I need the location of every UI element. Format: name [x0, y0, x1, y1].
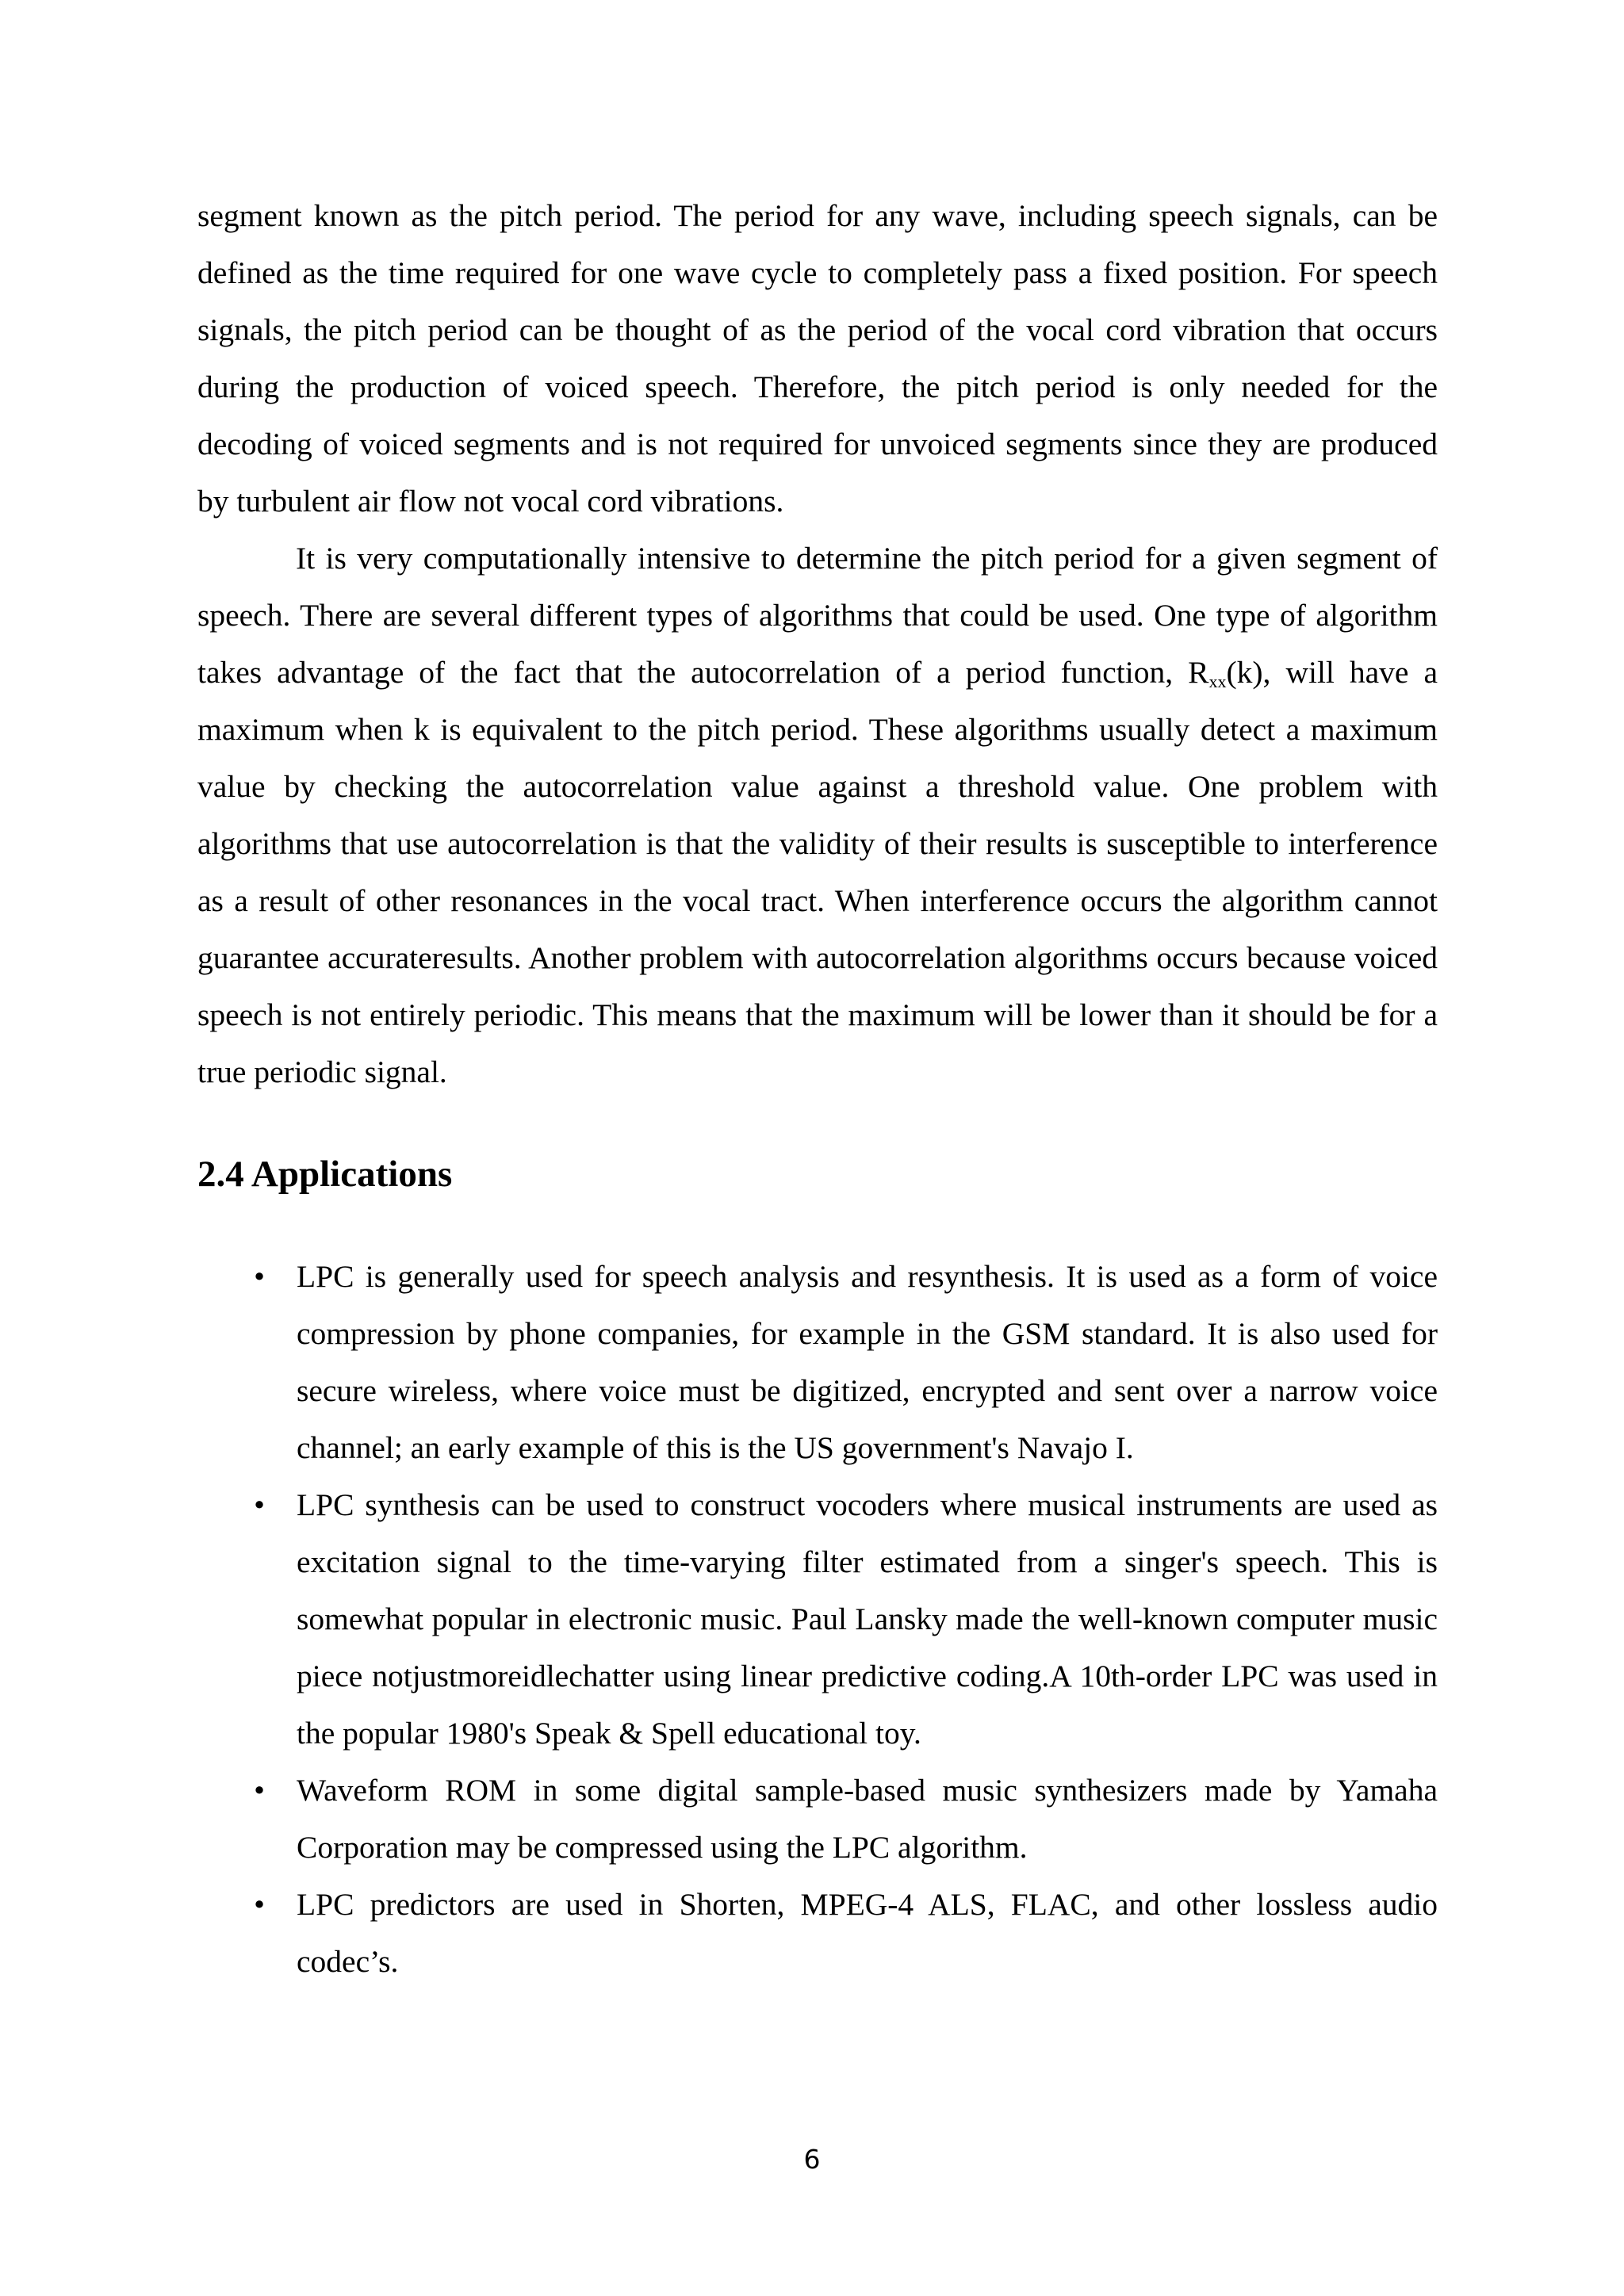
section-heading-applications: 2.4 Applications — [197, 1154, 453, 1195]
paragraph-pitch-period: segment known as the pitch period. The period for any wave, including speech signals, can be defined as the time required for one wave cycle to completely pass a fixed position. For speech signals, the pitch period can be thought of as the period of the vocal cord vibration that occurs during the production of voiced speech. Therefore, the pitch period is only needed for the decoding of voiced segments and is not required for unvoiced segments since they are produced by turbulent air flow not vocal cord vibrations. — [197, 198, 1438, 519]
list-item — [197, 1248, 1438, 1476]
list-item-text: LPC synthesis can be used to construct vocoders where musical instruments are used as excitation signal to the time-varying filter estimated from a singer's speech. This is somewhat popular in electronic music. Paul Lansky made the well-known computer music piece notjustmoreidlechatter using linear predictive coding.A 10th-order LPC was used in the popular 1980's Speak & Spell educational toy. — [297, 1487, 1438, 1751]
bullet-icon: • — [254, 1487, 265, 1522]
bullet-icon: • — [254, 1259, 265, 1294]
paragraph-autocorrelation-text-2: (k), will have a maximum when k is equivalent to the pitch period. These algorithms usually detect a maximum value by checking the autocorrelation value against a threshold value. One problem with algorithms that use autocorrelation is that the validity of their results is susceptible to interference as a result of other resonances in the vocal tract. When interference occurs the algorithm cannot guarantee accurateresults. Another problem with autocorrelation algorithms occurs because voiced speech is not entirely periodic. This means that the maximum will be lower than it should be for a true periodic signal. — [197, 655, 1438, 1089]
list-item-text: LPC is generally used for speech analysis and resynthesis. It is used as a form of voice compression by phone companies, for example in the GSM standard. It is also used for secure wireless, where voice must be digitized, encrypted and sent over a narrow voice channel; an early example of this is the US government's Navajo I. — [297, 1259, 1438, 1465]
list-item — [197, 1762, 1438, 1876]
applications-list — [197, 1248, 1438, 1990]
list-item-text: Waveform ROM in some digital sample-based music synthesizers made by Yamaha Corporation may be compressed using the LPC algorithm. — [297, 1773, 1438, 1865]
list-item — [197, 1476, 1438, 1762]
list-item — [197, 1876, 1438, 1990]
page-number: 6 — [803, 2144, 821, 2175]
list-item-text: LPC predictors are used in Shorten, MPEG-4 ALS, FLAC, and other lossless audio codec’s. — [297, 1887, 1438, 1979]
paragraph-autocorrelation-text-1: It is very computationally intensive to determine the pitch period for a given segment of speech. There are several different types of algorithms that could be used. One type of algorithm takes advantage of the fact that the autocorrelation of a period function, R — [197, 541, 1438, 690]
subscript-xx: xx — [1208, 672, 1227, 691]
paragraph-autocorrelation — [197, 530, 1438, 1100]
page-content — [197, 187, 1438, 1990]
bullet-icon: • — [254, 1773, 265, 1808]
bullet-icon: • — [254, 1887, 265, 1922]
